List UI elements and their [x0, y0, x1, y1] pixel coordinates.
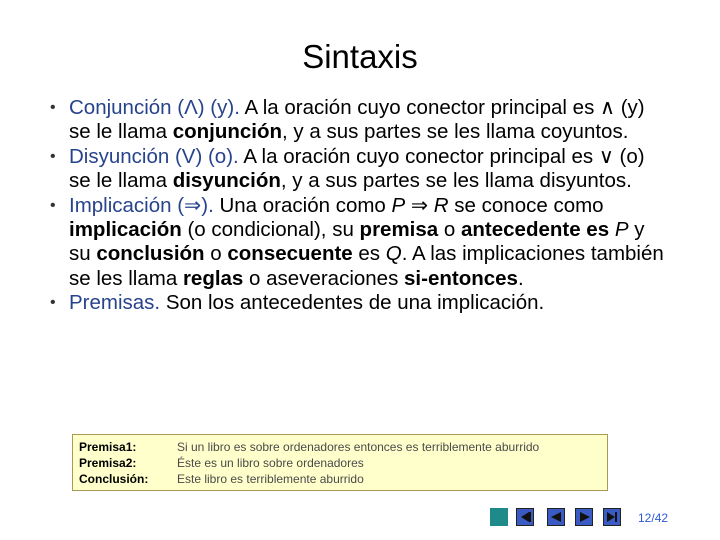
- bold-term: conjunción: [172, 120, 283, 144]
- page-counter: [638, 511, 668, 525]
- italic-var: P: [614, 218, 629, 242]
- previous-slide-button[interactable]: [547, 508, 565, 526]
- example-label: Premisa1:: [79, 440, 137, 454]
- example-box: [72, 434, 608, 491]
- example-label: Conclusión:: [79, 472, 149, 487]
- bullet-text: A la oración cuyo conector principal es ∧ (y) se le llama: [69, 96, 645, 144]
- example-text: Este libro es terriblemente aburrido: [177, 472, 364, 487]
- bullet-text: es: [352, 242, 386, 266]
- bold-term: si-entonces: [404, 266, 518, 290]
- bullet-text: Son los antecedentes de una implicación.: [160, 291, 545, 315]
- bullet-disyuncion: [50, 145, 670, 194]
- bullet-text: Una oración como: [213, 193, 392, 217]
- term-disyuncion: Disyunción (V) (o).: [69, 144, 239, 168]
- italic-var: R: [433, 193, 449, 217]
- bullet-text: o aseveraciones: [243, 266, 405, 290]
- first-slide-button[interactable]: [516, 508, 534, 526]
- bullet-text: , y a sus partes se les llama coyuntos.: [282, 120, 629, 144]
- last-slide-button[interactable]: [603, 508, 621, 526]
- bold-term: disyunción: [172, 169, 281, 193]
- bullet-text: . A las implicaciones también se les llama: [69, 242, 664, 290]
- italic-var: P: [391, 193, 406, 217]
- bullet-text: o: [204, 242, 228, 266]
- example-texts: [177, 439, 539, 488]
- bullet-text: (o condicional), su: [181, 218, 360, 242]
- bullet-text: A la oración cuyo conector principal es ∨ (o) se le llama: [69, 144, 645, 193]
- bold-term: consecuente: [227, 242, 353, 266]
- example-text: Éste es un libro sobre ordenadores: [177, 456, 364, 471]
- bullet-implicacion: [50, 194, 670, 292]
- arrow-right-icon: [580, 512, 590, 522]
- bold-term: antecedente es: [460, 218, 610, 242]
- arrow-left-icon: [551, 512, 561, 522]
- bullet-text: se conoce como: [448, 193, 604, 217]
- term-conjuncion: Conjunción (Λ) (y).: [69, 96, 240, 119]
- bullet-list: [50, 96, 670, 316]
- page-current: 12: [638, 511, 652, 525]
- example-labels: [79, 439, 148, 488]
- bullet-premisas: [50, 291, 670, 315]
- term-implicacion: Implicación (⇒).: [69, 193, 214, 217]
- bullet-text: .: [517, 266, 524, 290]
- italic-var: Q: [385, 242, 402, 266]
- example-text: Si un libro es sobre ordenadores entonces es terriblemente aburrido: [177, 440, 540, 454]
- bullet-text: y su: [69, 218, 645, 266]
- bullet-conjuncion: [50, 96, 670, 145]
- slide-title: Sintaxis: [302, 38, 418, 75]
- bold-term: conclusión: [96, 242, 205, 266]
- bold-term: implicación: [69, 218, 182, 242]
- bold-term: premisa: [359, 218, 439, 242]
- next-slide-button[interactable]: [575, 508, 593, 526]
- bullet-text: ⇒: [405, 193, 434, 217]
- bullet-text: o: [438, 218, 461, 242]
- bullet-text: , y a sus partes se les llama disyuntos.: [280, 169, 632, 193]
- home-button[interactable]: [490, 508, 508, 526]
- example-label: Premisa2:: [79, 456, 137, 471]
- bold-term: reglas: [182, 266, 244, 290]
- page-total: /42: [651, 511, 669, 525]
- term-premisas: Premisas.: [69, 291, 161, 315]
